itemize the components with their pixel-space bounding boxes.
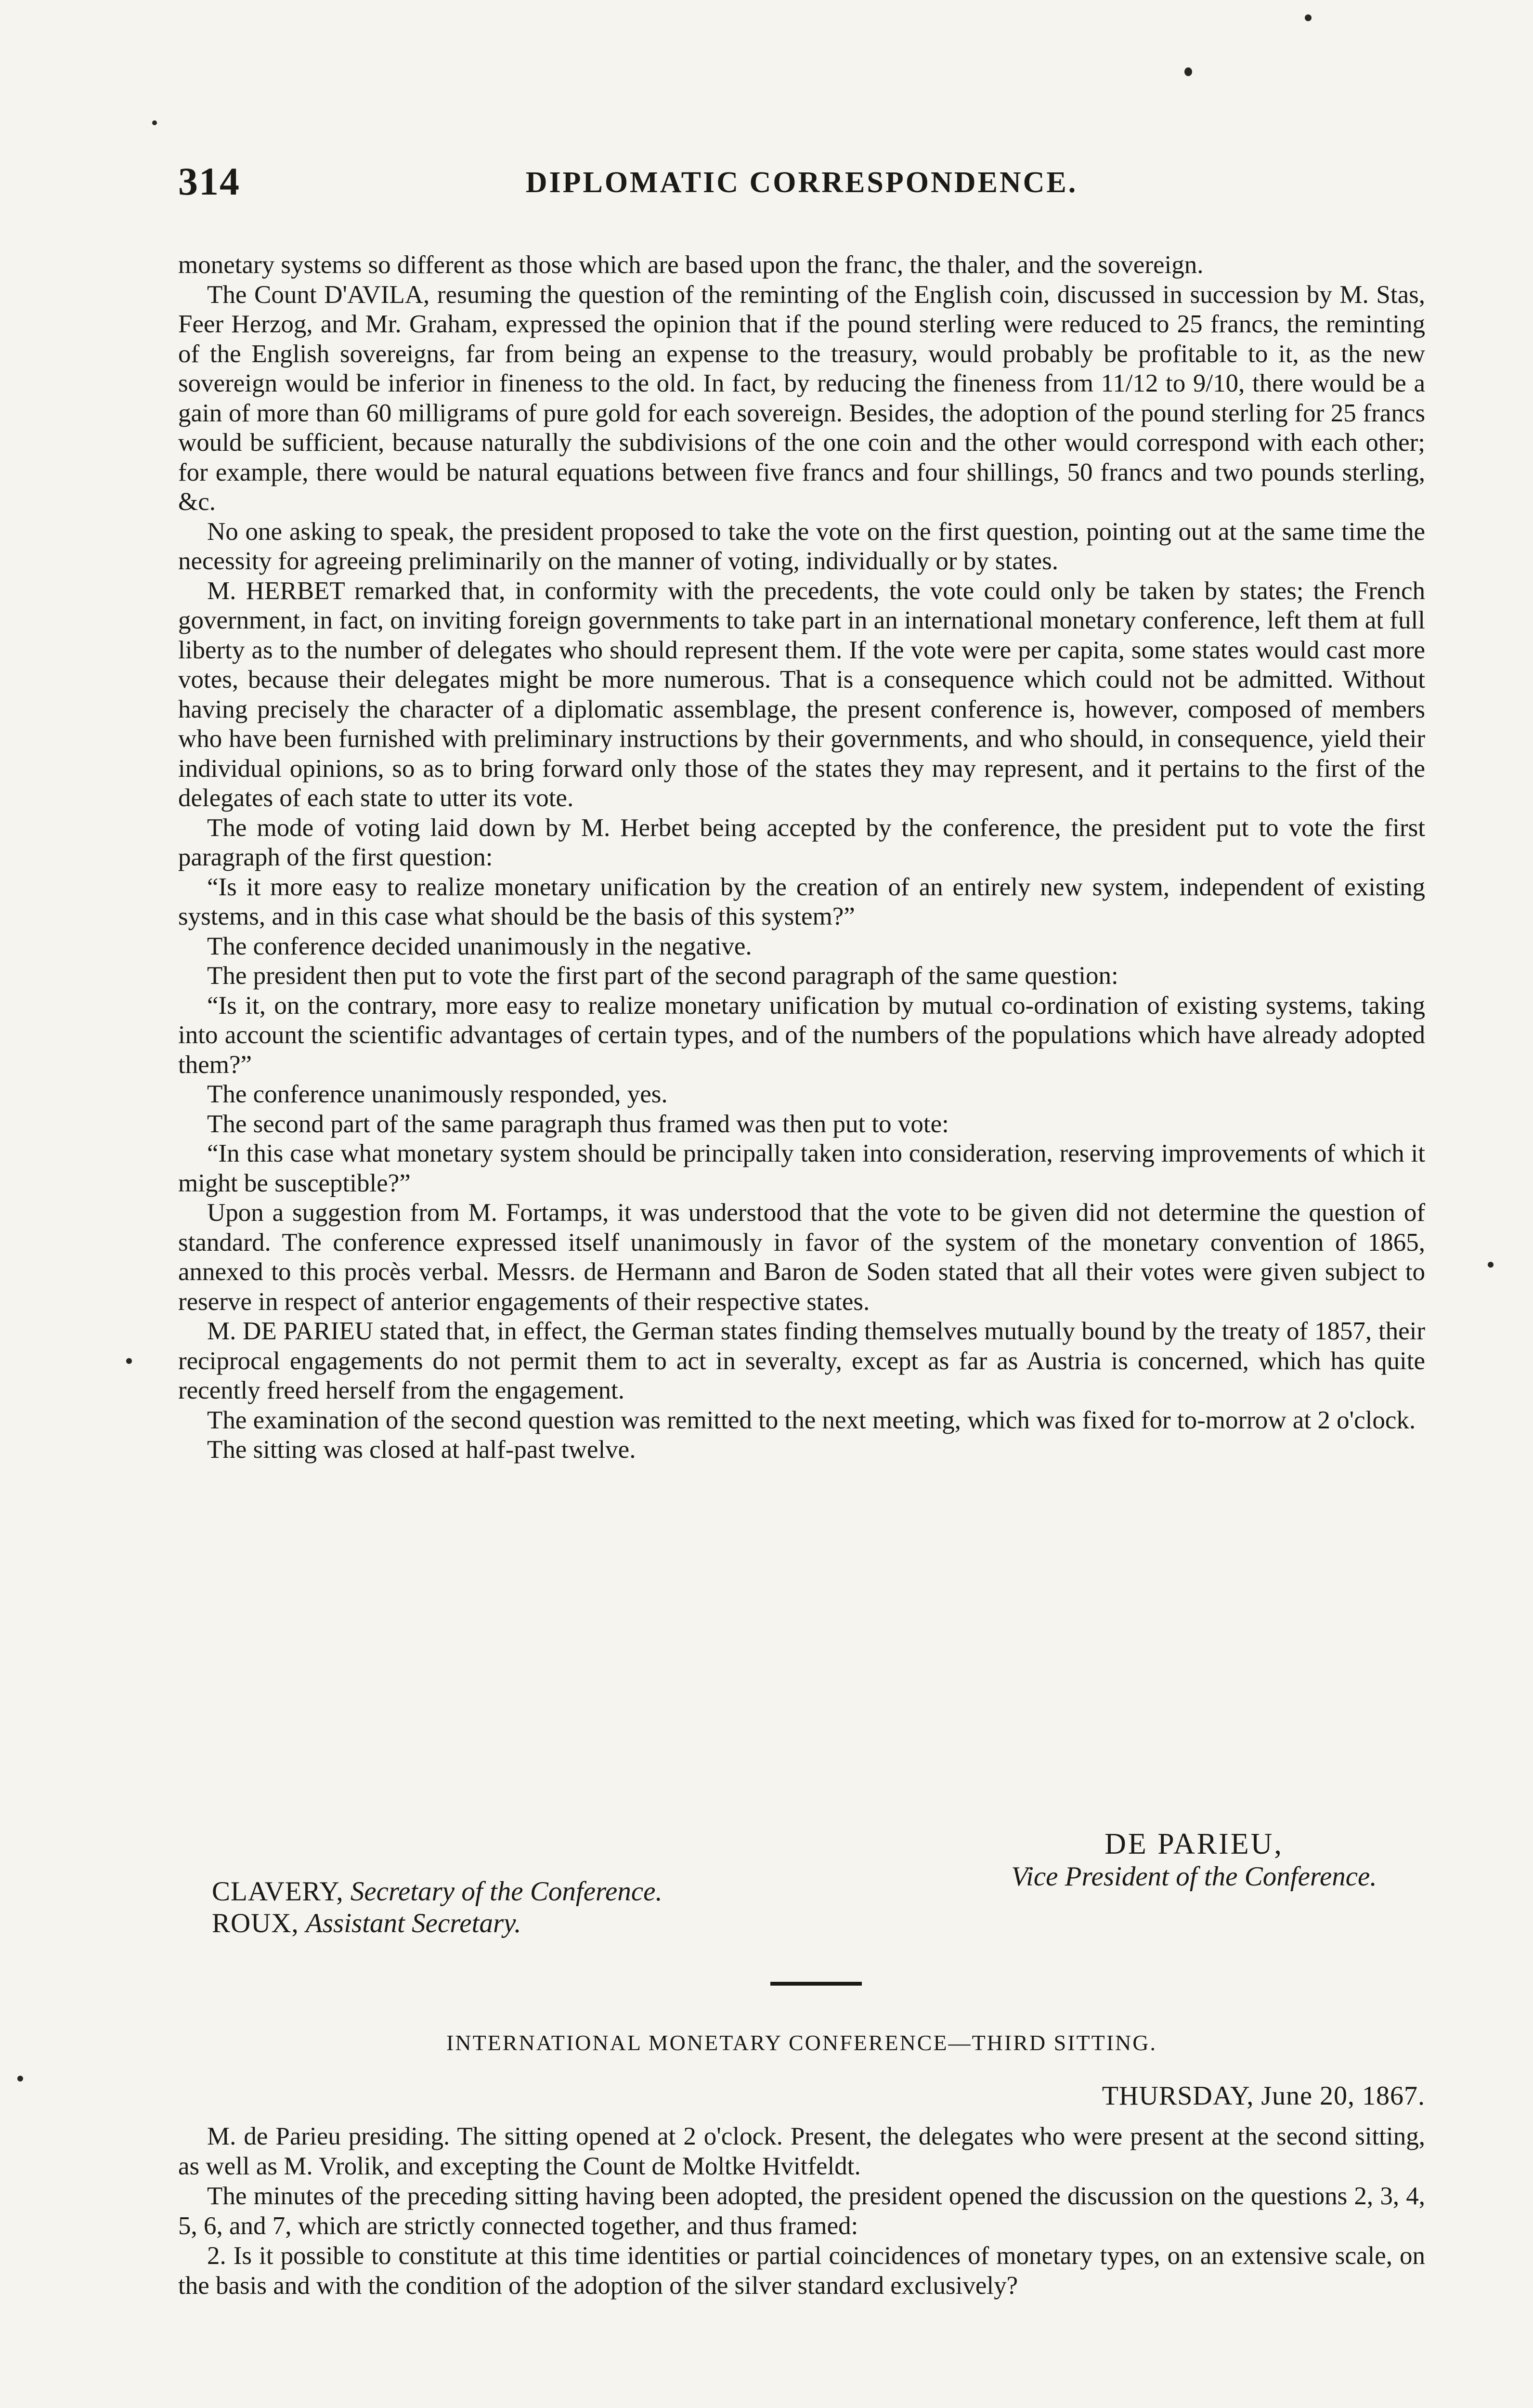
secretary-role: Assistant Secretary.: [306, 1908, 521, 1938]
sitting-date: THURSDAY, June 20, 1867.: [1102, 2081, 1425, 2111]
section-title: INTERNATIONAL MONETARY CONFERENCE—THIRD SITTING.: [446, 2030, 1157, 2055]
secretary-line: [212, 1876, 982, 1908]
signature-block: [963, 1828, 1425, 1893]
paragraph: monetary systems so different as those which are based upon the franc, the thaler, and the sovereign.: [178, 251, 1204, 279]
secretary-line: [212, 1908, 982, 1939]
paragraph: 2. Is it possible to constitute at this time identities or partial coincidences of monetary types, on an extensive scale, on the basis and with the condition of the adoption of the silver standard exclusively?: [178, 2242, 1425, 2300]
paragraph: The examination of the second question was remitted to the next meeting, which was fixed for to-morrow at 2 o'clock.: [207, 1406, 1416, 1434]
question-quote: “In this case what monetary system should be principally taken into consideration, reserving improvements of which it might be susceptible?”: [178, 1139, 1425, 1197]
paragraph: Upon a suggestion from M. Fortamps, it was understood that the vote to be given did not determine the question of standard. The conference expressed itself unanimously in favor of the system of the monetary convention of 1865, annexed to this procès verbal. Messrs. de Hermann and Baron de Soden stated that all their votes were given subject to reserve in respect of anterior engagements of their respective states.: [178, 1199, 1425, 1316]
print-speck: [126, 1358, 132, 1364]
question-quote: “Is it, on the contrary, more easy to realize monetary unification by mutual co-ordination of existing systems, taking into account the scientific advantages of certain types, and of the numbers of the populations which have already adopted them?”: [178, 991, 1425, 1079]
secretary-name: CLAVERY,: [212, 1876, 344, 1907]
print-speck: [1305, 14, 1312, 21]
minutes-body: [178, 250, 1425, 1465]
signatory-name: DE PARIEU,: [1104, 1828, 1284, 1860]
paragraph: No one asking to speak, the president proposed to take the vote on the first question, pointing out at the same time the necessity for agreeing preliminarily on the manner of voting, individually or by states.: [178, 517, 1425, 575]
print-speck: [17, 2076, 23, 2081]
print-speck: [1488, 1262, 1494, 1268]
paragraph: The Count D'AVILA, resuming the question of the reminting of the English coin, discussed in succession by M. Stas, Feer Herzog, and Mr. Graham, expressed the opinion that if the pound sterling were reduced to 25 francs, the reminting of the English sovereigns, far from being an expense to the treasury, would probably be profitable to it, as the new sovereign would be inferior in fineness to the old. In fact, by reducing the fineness from 11/12 to 9/10, there would be a gain of more than 60 milligrams of pure gold for each sovereign. Besides, the adoption of the pound sterling for 25 francs would be sufficient, because naturally the subdivisions of the one coin and the other would correspond with each other; for example, there would be natural equations between five francs and four shillings, 50 francs and two pounds sterling, &c.: [178, 280, 1425, 516]
secretary-name: ROUX,: [212, 1908, 299, 1938]
secretaries-block: [212, 1876, 982, 1939]
secretary-role: Secretary of the Conference.: [350, 1876, 663, 1907]
paragraph: The mode of voting laid down by M. Herbet being accepted by the conference, the president put to vote the first paragraph of the first question:: [178, 813, 1425, 871]
print-speck: [1184, 67, 1192, 76]
paragraph: The second part of the same paragraph thus framed was then put to vote:: [207, 1110, 949, 1138]
paragraph: The conference decided unanimously in the negative.: [207, 932, 752, 960]
paragraph: The president then put to vote the first part of the second paragraph of the same question:: [207, 962, 1118, 990]
paragraph: The minutes of the preceding sitting having been adopted, the president opened the discussion on the questions 2, 3, 4, 5, 6, and 7, which are strictly connected together, and thus framed:: [178, 2182, 1425, 2240]
paragraph: The sitting was closed at half-past twelve.: [207, 1436, 636, 1464]
section-divider: [770, 1982, 862, 1986]
signatory-title: Vice President of the Conference.: [1011, 1861, 1377, 1892]
third-sitting-body: [178, 2121, 1425, 2301]
paragraph: M. DE PARIEU stated that, in effect, the German states finding themselves mutually bound by the treaty of 1857, their reciprocal engagements do not permit them to act in severalty, except as far as Austria is concerned, which has quite recently freed herself from the engagement.: [178, 1317, 1425, 1404]
print-speck: [152, 120, 157, 125]
question-quote: “Is it more easy to realize monetary unification by the creation of an entirely new system, independent of existing systems, and in this case what should be the basis of this system?”: [178, 873, 1425, 930]
page-number: 314: [178, 159, 240, 203]
page-header: [178, 159, 1425, 212]
paragraph: M. de Parieu presiding. The sitting opened at 2 o'clock. Present, the delegates who were present at the second sitting, as well as M. Vrolik, and excepting the Count de Moltke Hvitfeldt.: [178, 2122, 1425, 2180]
running-title: DIPLOMATIC CORRESPONDENCE.: [525, 166, 1078, 199]
paragraph: The conference unanimously responded, yes.: [207, 1080, 668, 1108]
paragraph: M. HERBET remarked that, in conformity with the precedents, the vote could only be taken by states; the French government, in fact, on inviting foreign governments to take part in an international monetary conference, left them at full liberty as to the number of delegates who should represent them. If the vote were per capita, some states would cast more votes, because their delegates might be more numerous. That is a consequence which could not be admitted. Without having precisely the character of a diplomatic assemblage, the present conference is, however, composed of members who have been furnished with preliminary instructions by their governments, and who should, in consequence, yield their individual opinions, so as to bring forward only those of the states they may represent, and it pertains to the first of the delegates of each state to utter its vote.: [178, 576, 1425, 812]
